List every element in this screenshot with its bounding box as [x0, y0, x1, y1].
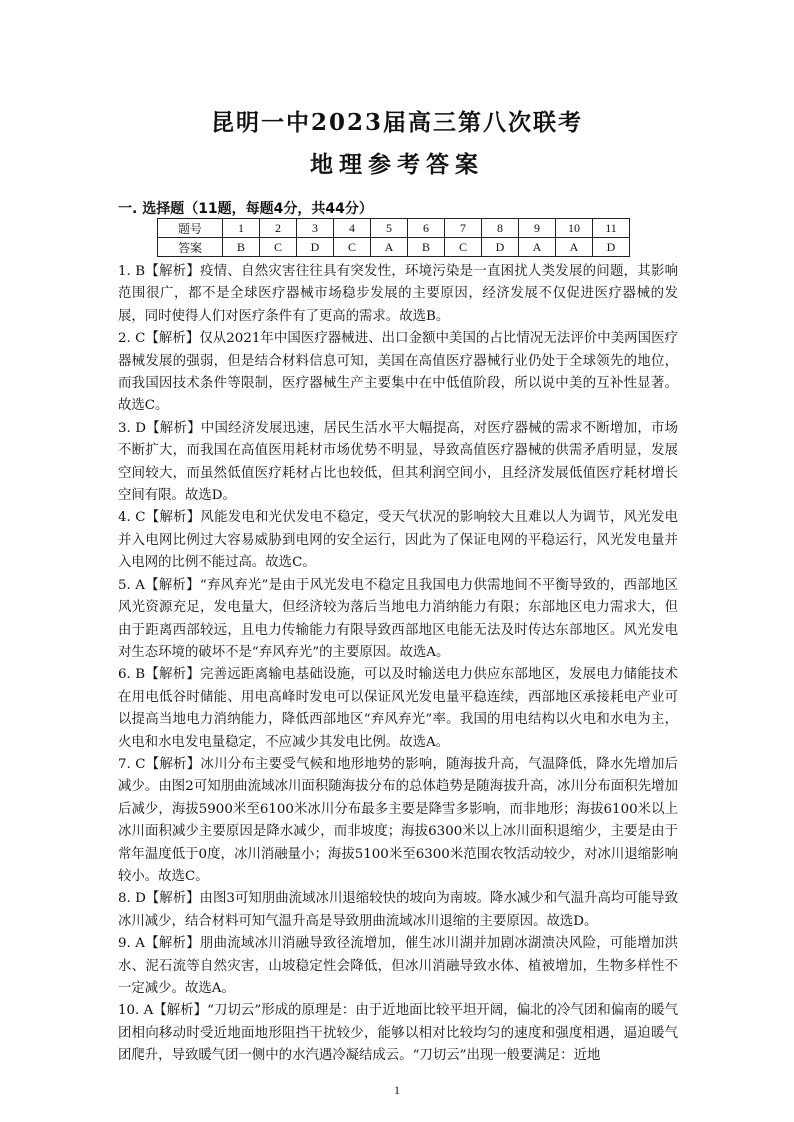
table-cell-number: 7 [445, 219, 482, 238]
row-label-number: 题号 [158, 219, 223, 238]
explanation-paragraph: 6. B【解析】完善远距离输电基础设施，可以及时输送电力供应东部地区，发展电力储能技术在用电低谷时储能、用电高峰时发电可以保证风光发电量平稳连续，西部地区承接耗电产业可以提高当地电力消纳能力，降低西部地区“弃风弃光”率。我国的用电结构以火电和水电为主，火电和水电发电量稳定，不应减少其发电比例。故选A。 [118, 667, 678, 750]
table-cell-answer: A [556, 238, 593, 257]
row-label-answer: 答案 [158, 238, 223, 257]
explanation-paragraph: 7. C【解析】冰川分布主要受气候和地形地势的影响，随海拔升高，气温降低，降水先增加后减少。由图2可知朋曲流域冰川面积随海拔分布的总体趋势是随海拔升高，冰川分布面积先增加后减少，海拔5900米至6100米冰川分布最多主要是降雪多影响，而非地形；海拔6100米以上冰川面积减少主要原因是降水减少，而非坡度；海拔6300米以上冰川面积退缩少，主要是由于常年温度低于0度，冰川消融量小；海拔5100米至6300米范围农牧活动较少，对冰川退缩影响较小。故选C。 [118, 756, 678, 884]
table-cell-answer: C [334, 238, 371, 257]
table-cell-number: 10 [556, 219, 593, 238]
table-cell-answer: C [260, 238, 297, 257]
answer-table-answer-row [158, 238, 630, 257]
page-number: 1 [394, 1083, 400, 1097]
table-cell-answer: D [593, 238, 630, 257]
table-cell-number: 11 [593, 219, 630, 238]
answer-table [157, 218, 630, 257]
table-cell-number: 2 [260, 219, 297, 238]
section-heading: 一. 选择题（11题，每题4分，共44分） [118, 201, 373, 217]
explanation-paragraph: 1. B【解析】疫情、自然灾害往往具有突发性，环境污染是一直困扰人类发展的问题，其影响范围很广，都不是全球医疗器械市场稳步发展的主要原因，经济发展不仅促进医疗器械的发展，同时使得人们对医疗条件有了更高的需求。故选B。 [118, 264, 678, 324]
table-cell-number: 1 [223, 219, 260, 238]
answer-table-number-row [158, 219, 630, 238]
table-cell-number: 9 [519, 219, 556, 238]
explanation-paragraph: 8. D【解析】由图3可知朋曲流域冰川退缩较快的坡向为南坡。降水减少和气温升高均可能导致冰川减少，结合材料可知气温升高是导致朋曲流域冰川退缩的主要原因。故选D。 [118, 891, 678, 929]
table-cell-answer: B [223, 238, 260, 257]
table-cell-number: 6 [408, 219, 445, 238]
explanation-paragraph: 5. A【解析】“弃风弃光”是由于风光发电不稳定且我国电力供需地间不平衡导致的，西部地区风光资源充足，发电量大，但经济较为落后当地电力消纳能力有限；东部地区电力需求大，但由于距离西部较远，且电力传输能力有限导致西部地区电能无法及时传达东部地区。风光发电对生态环境的破坏不是“弃风弃光”的主要原因。故选A。 [118, 577, 678, 660]
explanation-list [118, 261, 678, 1068]
table-cell-number: 5 [371, 219, 408, 238]
table-cell-answer: B [408, 238, 445, 257]
table-cell-answer: A [519, 238, 556, 257]
explanation-paragraph: 9. A【解析】朋曲流域冰川消融导致径流增加，催生冰川湖并加剧冰湖溃决风险，可能增加洪水、泥石流等自然灾害，山坡稳定性会降低，但冰川消融导致水体、植被增加，生物多样性不一定减少。故选A。 [118, 936, 678, 996]
table-cell-number: 4 [334, 219, 371, 238]
table-cell-answer: D [482, 238, 519, 257]
table-cell-answer: C [445, 238, 482, 257]
explanation-paragraph: 2. C【解析】仅从2021年中国医疗器械进、出口金额中美国的占比情况无法评价中美两国医疗器械发展的强弱，但是结合材料信息可知，美国在高值医疗器械行业仍处于全球领先的地位，而我国因技术条件等限制，医疗器械生产主要集中在中低值阶段，所以说中美的互补性显著。故选C。 [118, 331, 678, 414]
explanation-paragraph: 10. A【解析】“刀切云”形成的原理是：由于近地面比较平坦开阔，偏北的冷气团和偏南的暖气团相向移动时受近地面地形阻挡干扰较少，能够以相对比较均匀的速度和强度相遇，逼迫暖气团爬升，导致暖气团一侧中的水汽遇冷凝结成云。“刀切云”出现一般要满足：近地 [118, 1003, 678, 1064]
explanation-paragraph: 4. C【解析】风能发电和光伏发电不稳定，受天气状况的影响较大且难以人为调节，风光发电并入电网比例过大容易威胁到电网的安全运行，因此为了保证电网的平稳运行，风光发电量并入电网的比例不能过高。故选C。 [118, 510, 678, 571]
document-title: 昆明一中2023届高三第八次联考 [210, 109, 583, 136]
explanation-paragraph: 3. D【解析】中国经济发展迅速，居民生活水平大幅提高，对医疗器械的需求不断增加，市场不断扩大，而我国在高值医用耗材市场优势不明显，导致高值医疗器械的供需矛盾明显，发展空间较大，而虽然低值医疗耗材占比也较低，但其利润空间小，且经济发展低值医疗耗材增长空间有限。故选D。 [118, 420, 678, 504]
table-cell-number: 3 [297, 219, 334, 238]
document-subtitle: 地理参考答案 [310, 151, 484, 178]
table-cell-number: 8 [482, 219, 519, 238]
table-cell-answer: A [371, 238, 408, 257]
table-cell-answer: D [297, 238, 334, 257]
